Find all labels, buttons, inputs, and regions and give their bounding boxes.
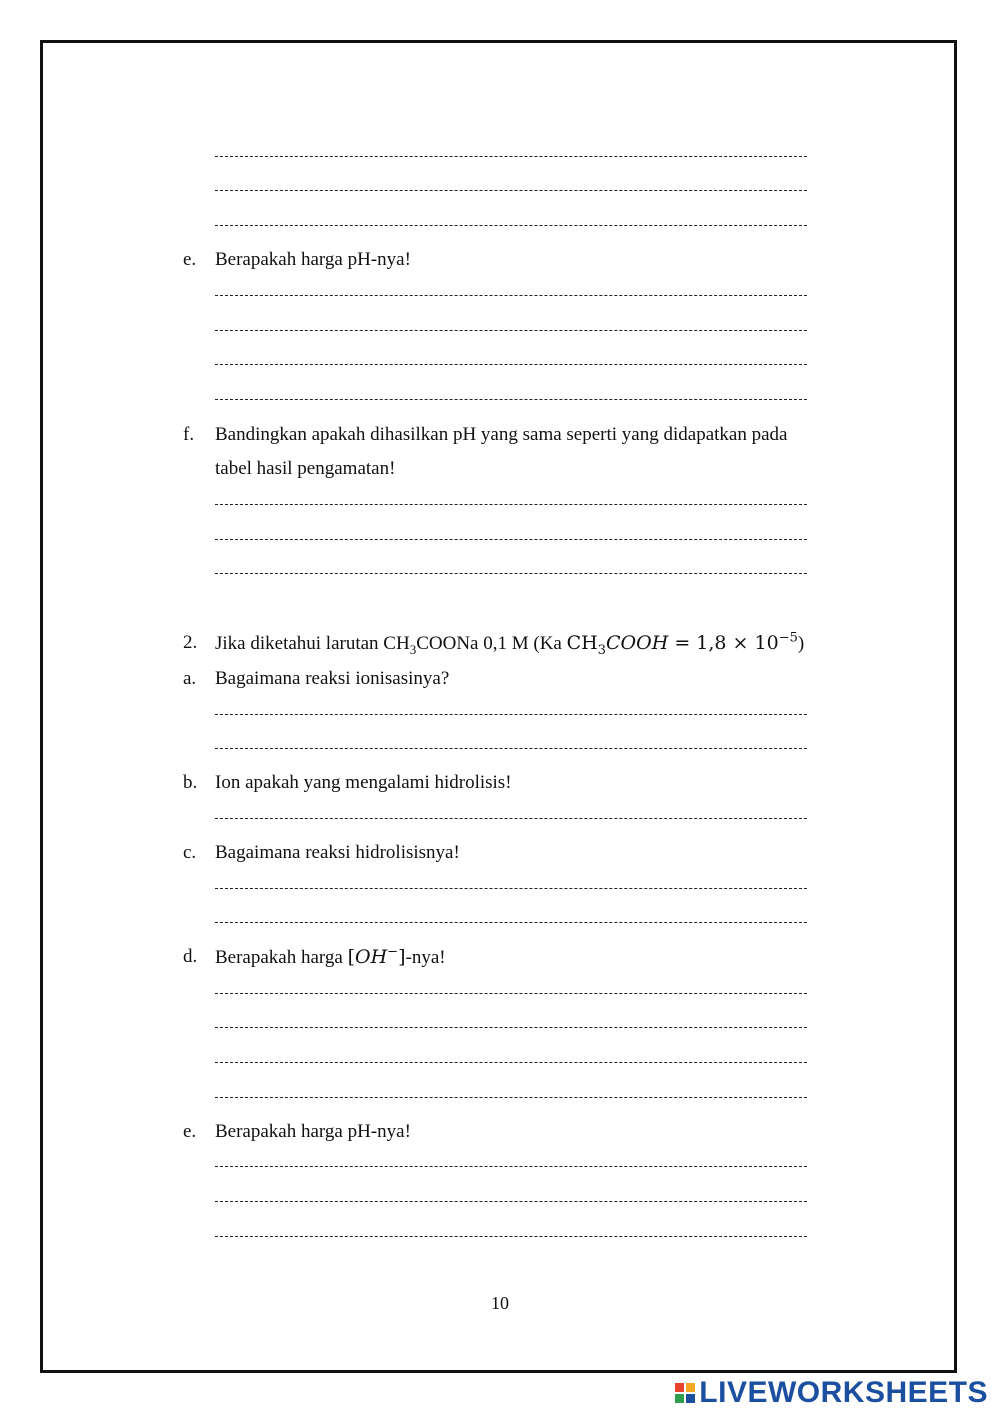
- logo-square: [686, 1383, 695, 1392]
- q2-c-label: c.: [183, 842, 197, 863]
- answer-line[interactable]: [215, 714, 807, 715]
- answer-line[interactable]: [215, 330, 807, 331]
- q2-e-label: e.: [183, 1121, 197, 1142]
- page-number: 10: [491, 1293, 509, 1313]
- answer-line[interactable]: [215, 573, 807, 574]
- q1-f-label: f.: [183, 424, 195, 445]
- q2-d-label: d.: [183, 946, 198, 967]
- logo-square: [686, 1394, 695, 1403]
- answer-line[interactable]: [215, 190, 807, 191]
- q2-c-question: Bagaimana reaksi hidrolisisnya!: [215, 842, 460, 863]
- answer-line[interactable]: [215, 156, 807, 157]
- answer-line[interactable]: [215, 364, 807, 365]
- answer-line[interactable]: [215, 1166, 807, 1167]
- answer-line[interactable]: [215, 225, 807, 226]
- q2-d-question: Berapakah harga [OH−]-nya!: [215, 944, 446, 968]
- answer-line[interactable]: [215, 818, 807, 819]
- answer-line[interactable]: [215, 1201, 807, 1202]
- q1-e-question: Berapakah harga pH-nya!: [215, 249, 411, 270]
- page-border: [40, 40, 957, 1373]
- logo-text: LIVEWORKSHEETS: [699, 1376, 988, 1409]
- q1-f-question-line2: tabel hasil pengamatan!: [215, 458, 396, 479]
- logo-square: [675, 1383, 684, 1392]
- q1-f-question-line1: Bandingkan apakah dihasilkan pH yang sama seperti yang didapatkan pada: [215, 424, 788, 445]
- answer-line[interactable]: [215, 888, 807, 889]
- q2-a-label: a.: [183, 668, 197, 689]
- q1-e-label: e.: [183, 249, 197, 270]
- q2-b-label: b.: [183, 772, 198, 793]
- answer-line[interactable]: [215, 1236, 807, 1237]
- answer-line[interactable]: [215, 504, 807, 505]
- answer-line[interactable]: [215, 748, 807, 749]
- answer-line[interactable]: [215, 295, 807, 296]
- answer-line[interactable]: [215, 1062, 807, 1063]
- liveworksheets-logo: [675, 1376, 988, 1410]
- answer-line[interactable]: [215, 399, 807, 400]
- q2-number: 2.: [183, 632, 198, 653]
- answer-line[interactable]: [215, 1027, 807, 1028]
- q2-intro: Jika diketahui larutan $CH_3COONa$ 0,1 M (Ka $CH_3COOH = 1,8 \times 10^{-5}$): [215, 630, 805, 658]
- q2-a-question: Bagaimana reaksi ionisasinya?: [215, 668, 450, 689]
- answer-line[interactable]: [215, 539, 807, 540]
- answer-line[interactable]: [215, 1097, 807, 1098]
- answer-line[interactable]: [215, 993, 807, 994]
- logo-square: [675, 1394, 684, 1403]
- q2-b-question: Ion apakah yang mengalami hidrolisis!: [215, 772, 512, 793]
- logo-grid-icon: [675, 1383, 695, 1403]
- q2-e-question: Berapakah harga pH-nya!: [215, 1121, 411, 1142]
- answer-line[interactable]: [215, 922, 807, 923]
